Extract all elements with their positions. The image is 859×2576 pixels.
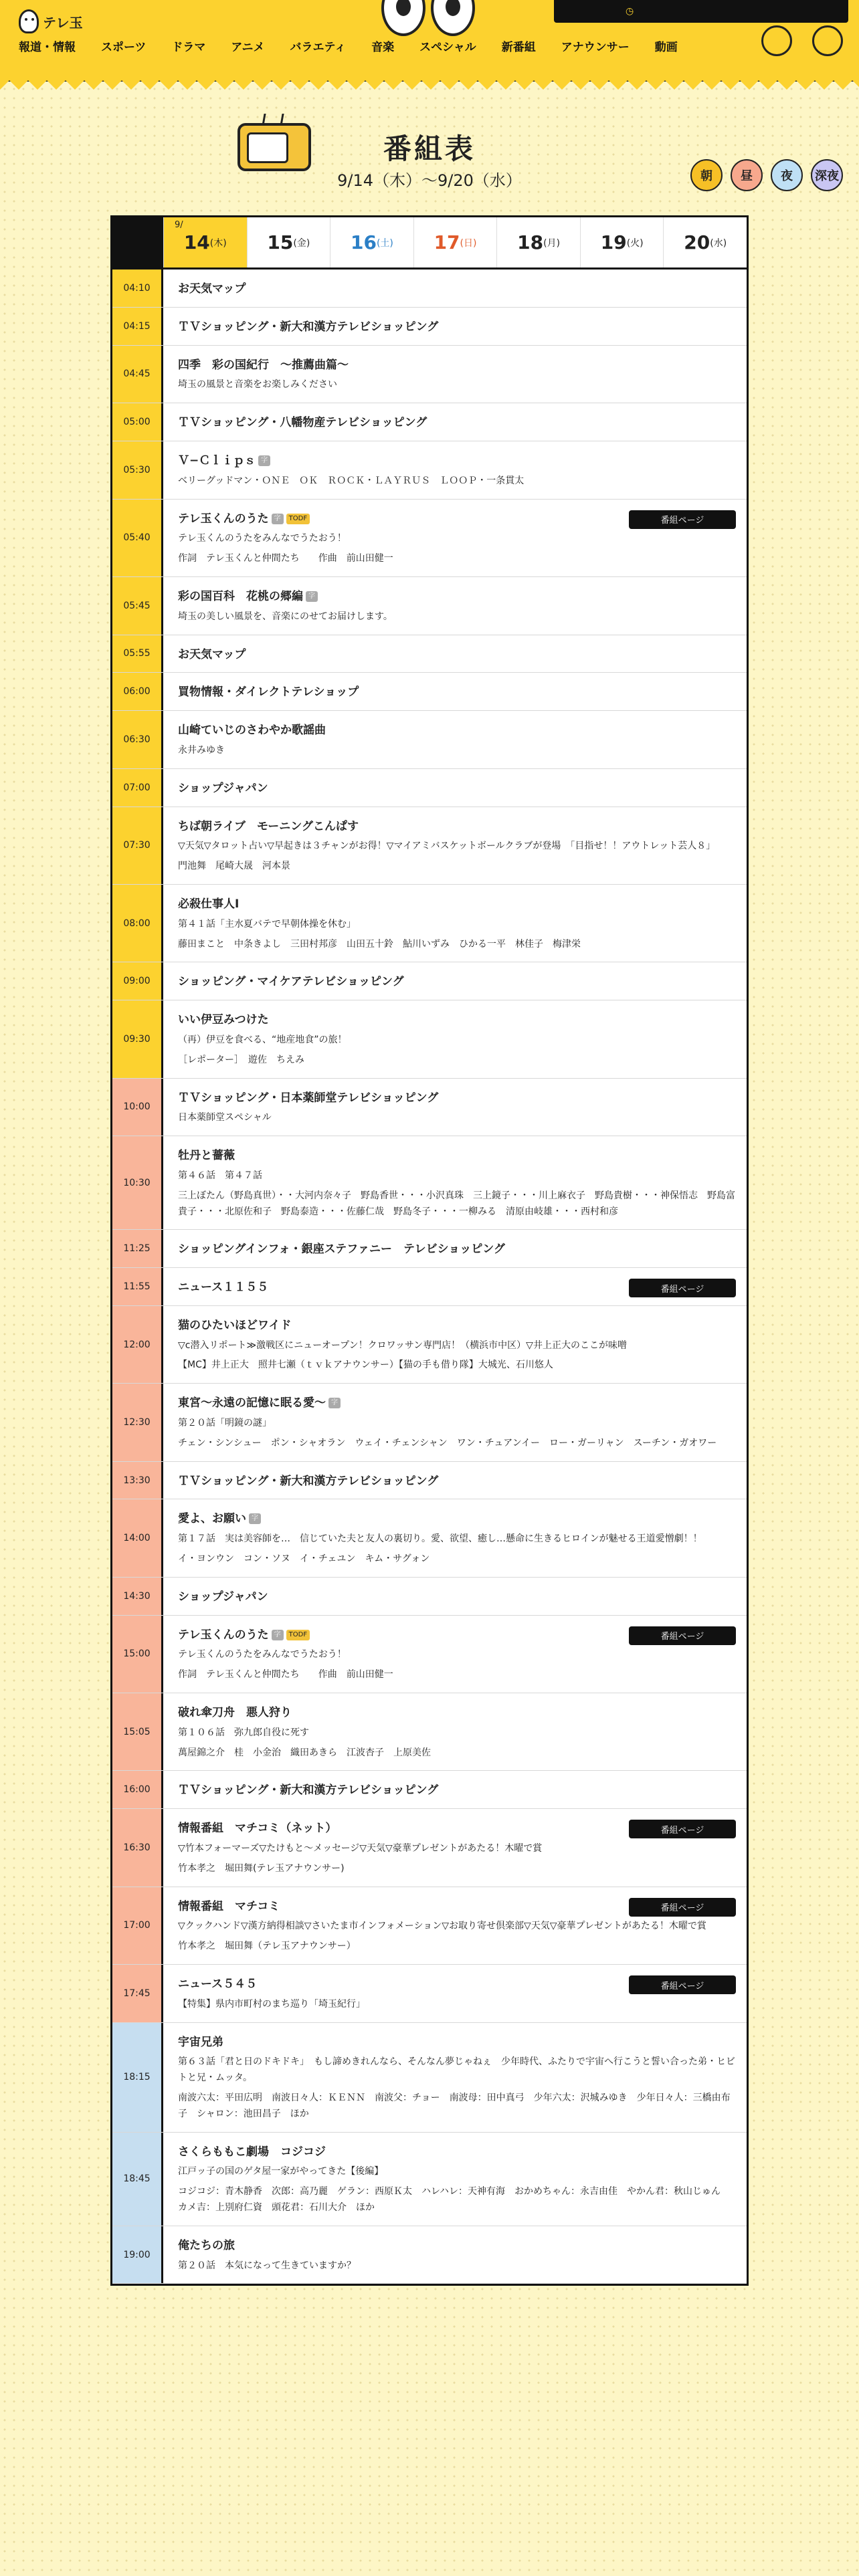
subtitle-badge: 字	[272, 1630, 284, 1640]
program-time: 11:25	[112, 1230, 163, 1267]
day-weekday: (月)	[543, 237, 561, 249]
nav-link[interactable]: 音楽	[371, 41, 395, 54]
nav-link[interactable]: アニメ	[231, 41, 265, 54]
program-page-button[interactable]: 番組ページ	[629, 510, 736, 529]
program-row	[112, 1306, 747, 1384]
program-time: 07:00	[112, 769, 163, 807]
program-description: 永井みゆき	[178, 744, 225, 756]
program-info[interactable]	[163, 1809, 747, 1886]
program-description: 作詞 テレ玉くんと仲間たち 作曲 前山田健一	[178, 553, 393, 564]
program-row	[112, 769, 747, 807]
program-title[interactable]: ショップジャパン	[178, 1590, 268, 1604]
program-time: 09:00	[112, 962, 163, 1000]
program-page-button[interactable]: 番組ページ	[629, 1975, 736, 1994]
nav-link[interactable]: バラエティ	[290, 41, 347, 54]
program-time: 19:00	[112, 2226, 163, 2284]
program-row	[112, 673, 747, 711]
day-month: 9/	[175, 220, 183, 230]
program-title[interactable]: ＴＶショッピング・日本薬師堂テレビショッピング	[178, 1091, 439, 1105]
program-title[interactable]: 彩の国百科 花桃の郷編 字	[178, 589, 736, 605]
program-time: 04:10	[112, 270, 163, 307]
mascot-shortcut-icon[interactable]	[761, 25, 792, 56]
header-shortcuts	[761, 25, 843, 56]
program-info[interactable]	[163, 1578, 747, 1615]
program-description: 作詞 テレ玉くんと仲間たち 作曲 前山田健一	[178, 1669, 393, 1681]
program-time: 14:30	[112, 1578, 163, 1615]
program-info[interactable]	[163, 1136, 747, 1229]
nav-link[interactable]: 動画	[654, 41, 678, 54]
program-description: 萬屋錦之介 桂 小金治 織田あきら 江波杏子 上原美佐	[178, 1747, 431, 1758]
nav-link[interactable]: 報道・情報	[19, 41, 76, 54]
page-title: 番組表	[383, 132, 476, 165]
title-area	[0, 80, 859, 201]
program-description: 第２０話「明鏡の謎」	[178, 1418, 272, 1429]
time-of-day-button[interactable]: 深夜	[811, 159, 843, 191]
program-info[interactable]	[163, 270, 747, 307]
program-info[interactable]	[163, 577, 747, 635]
tod-badge: TODF	[286, 1630, 310, 1640]
program-time: 10:30	[112, 1136, 163, 1229]
program-description: ▽天気▽タロット占い▽早起きは３チャンがお得！▽マイアミバスケットボールクラブが登場 「目指せ！！アウトレット芸人８」	[178, 841, 716, 852]
program-info[interactable]	[163, 1000, 747, 1077]
day-weekday: (金)	[293, 237, 310, 249]
program-info[interactable]	[163, 769, 747, 807]
program-description: 第４６話 第４７話	[178, 1170, 262, 1181]
program-row	[112, 807, 747, 885]
program-description: 第４１話「主水夏バテで早朝体操を休む」	[178, 918, 356, 930]
program-description: 【特集】県内市町村のまち巡り「埼玉紀行」	[178, 1998, 365, 2010]
program-info[interactable]	[163, 1499, 747, 1576]
program-title[interactable]: テレ玉くんのうた 字 TODF	[178, 512, 736, 528]
program-time: 18:45	[112, 2133, 163, 2226]
program-time: 04:45	[112, 346, 163, 403]
program-info[interactable]	[163, 673, 747, 710]
program-title[interactable]: ショップジャパン	[178, 781, 268, 795]
program-time: 13:30	[112, 1462, 163, 1499]
day-tab[interactable]	[247, 217, 330, 267]
program-info[interactable]	[163, 346, 747, 403]
program-time: 05:00	[112, 403, 163, 441]
day-tabs	[112, 217, 747, 270]
program-row	[112, 1384, 747, 1461]
program-row	[112, 962, 747, 1000]
program-row	[112, 346, 747, 404]
program-info[interactable]	[163, 1771, 747, 1808]
program-title[interactable]: 俺たちの旅	[178, 2238, 235, 2252]
day-number: 17	[434, 231, 460, 253]
day-tab[interactable]	[330, 217, 413, 267]
program-title[interactable]: ニュース１１５５	[178, 1281, 269, 1295]
site-logo[interactable]	[19, 9, 83, 33]
program-row	[112, 1616, 747, 1693]
program-list	[112, 270, 747, 2284]
day-weekday: (土)	[376, 237, 393, 249]
program-page-button[interactable]: 番組ページ	[629, 1820, 736, 1838]
program-description: 竹本孝之 堀田舞（テレ玉アナウンサー）	[178, 1941, 356, 1952]
program-title[interactable]: ちば朝ライブ モーニングこんぱす	[178, 819, 359, 833]
program-time: 18:15	[112, 2023, 163, 2132]
day-weekday: (水)	[710, 237, 727, 249]
mascot-shortcut-icon[interactable]	[812, 25, 843, 56]
subtitle-badge: 字	[249, 1513, 261, 1524]
program-row	[112, 2226, 747, 2284]
program-title[interactable]: ＴＶショッピング・新大和漢方テレビショッピング	[178, 1474, 439, 1488]
logo-mascot-icon	[19, 9, 39, 33]
program-info[interactable]	[163, 403, 747, 441]
tod-badge: TODF	[286, 514, 310, 524]
program-row	[112, 577, 747, 635]
corner-cell	[112, 217, 163, 267]
program-title[interactable]: ＴＶショッピング・新大和漢方テレビショッピング	[178, 1784, 439, 1798]
program-time: 04:15	[112, 308, 163, 345]
day-number: 18	[517, 231, 544, 253]
time-of-day-button[interactable]: 昼	[731, 159, 763, 191]
program-info[interactable]	[163, 2133, 747, 2226]
program-row	[112, 1578, 747, 1616]
program-title[interactable]: 破れ傘刀舟 悪人狩り	[178, 1706, 292, 1720]
program-info[interactable]	[163, 1384, 747, 1461]
program-title[interactable]: いい伊豆みつけた	[178, 1013, 269, 1027]
program-info[interactable]	[163, 1079, 747, 1136]
program-row	[112, 711, 747, 769]
program-description: チェン・シンシュー ポン・シャオラン ウェイ・チェンシャン ワン・チュアンイー ロー・ガーリャン スーチン・ガオワー	[178, 1437, 717, 1448]
program-row	[112, 1771, 747, 1809]
day-tab[interactable]	[163, 217, 247, 267]
logo-text: テレ玉	[43, 14, 83, 31]
program-description: 竹本孝之 堀田舞(テレ玉アナウンサー)	[178, 1862, 345, 1874]
program-info[interactable]	[163, 1693, 747, 1770]
time-of-day-filter	[690, 159, 843, 191]
program-row	[112, 403, 747, 441]
date-range: 9/14（木）〜9/20（水）	[337, 171, 522, 190]
program-title[interactable]: ショッピング・マイケアテレビショッピング	[178, 975, 404, 989]
program-title[interactable]: お天気マップ	[178, 647, 246, 661]
program-info[interactable]	[163, 308, 747, 345]
program-row	[112, 441, 747, 500]
program-title[interactable]: 愛よ、お願い 字	[178, 1511, 736, 1527]
program-row	[112, 1462, 747, 1500]
program-info[interactable]	[163, 1616, 747, 1693]
program-title[interactable]: 情報番組 マチコミ（ネット）	[178, 1822, 337, 1836]
program-row	[112, 1809, 747, 1887]
program-time: 07:30	[112, 807, 163, 884]
program-time: 11:55	[112, 1268, 163, 1305]
program-time: 08:00	[112, 885, 163, 962]
program-description: 第６３話「君と日のドキドキ」 もし諦めきれんなら、そんなん夢じゃねぇ 少年時代、ふたりで宇宙へ行こうと誓い合った弟・ヒビトと兄・ムッタ。	[178, 2056, 735, 2084]
program-row	[112, 1965, 747, 2023]
program-time: 14:00	[112, 1499, 163, 1576]
program-description: 江戸ッ子の国のゲタ屋一家がやってきた【後編】	[178, 2166, 384, 2177]
program-row	[112, 635, 747, 673]
program-description: ベリーグッドマン・ＯＮＥ ＯＫ ＲＯＣＫ・ＬＡＹＲＵＳ ＬＯＯＰ・一条貫太	[178, 475, 524, 486]
program-time: 05:40	[112, 500, 163, 576]
program-time: 06:00	[112, 673, 163, 710]
program-info[interactable]	[163, 1887, 747, 1964]
program-row	[112, 1887, 747, 1965]
program-time: 15:05	[112, 1693, 163, 1770]
program-time: 09:30	[112, 1000, 163, 1077]
nav-link[interactable]: スポーツ	[101, 41, 147, 54]
program-row	[112, 1230, 747, 1268]
program-schedule	[110, 215, 749, 2286]
program-title[interactable]: お天気マップ	[178, 282, 246, 296]
program-title[interactable]: 情報番組 マチコミ	[178, 1899, 280, 1913]
program-description: テレ玉くんのうたをみんなでうたおう！	[178, 533, 347, 544]
program-info[interactable]	[163, 1462, 747, 1499]
program-description: 埼玉の風景と音楽をお楽しみください	[178, 379, 337, 391]
program-description: イ・ヨンウン コン・ソヌ イ・チェユン キム・サグォン	[178, 1553, 430, 1565]
program-title[interactable]: テレ玉くんのうた 字 TODF	[178, 1628, 736, 1644]
program-title[interactable]: 猫のひたいほどワイド	[178, 1318, 292, 1332]
program-title[interactable]: さくらももこ劇場 コジコジ	[178, 2145, 326, 2159]
program-row	[112, 500, 747, 577]
program-title[interactable]: 四季 彩の国紀行 〜推薦曲篇〜	[178, 358, 349, 372]
day-weekday: (木)	[209, 237, 227, 249]
program-time: 16:30	[112, 1809, 163, 1886]
program-description: 門池舞 尾崎大晟 河本景	[178, 861, 290, 872]
program-row	[112, 2023, 747, 2133]
program-time: 05:55	[112, 635, 163, 673]
program-time: 15:00	[112, 1616, 163, 1693]
site-header	[0, 0, 859, 80]
program-row	[112, 1693, 747, 1771]
program-time: 16:00	[112, 1771, 163, 1808]
subtitle-badge: 字	[258, 455, 270, 466]
program-info[interactable]	[163, 711, 747, 768]
program-title[interactable]: ＴＶショッピング・八幡物産テレビショッピング	[178, 416, 427, 430]
program-info[interactable]	[163, 441, 747, 499]
program-info[interactable]	[163, 2023, 747, 2132]
program-time: 05:30	[112, 441, 163, 499]
program-time: 17:00	[112, 1887, 163, 1964]
day-number: 20	[684, 231, 710, 253]
program-description: ▽クックハンド▽漢方納得相談▽さいたま市インフォメーション▽お取り寄せ倶楽部▽天気▽豪華プレゼントがあたる！木曜で賞	[178, 1921, 706, 1932]
program-description: ▽c潜入リポート≫激戦区にニューオープン！クロワッサン専門店！（横浜市中区）▽井上正大のここが味噌	[178, 1339, 627, 1351]
nav-link[interactable]: スペシャル	[419, 41, 476, 54]
day-number: 15	[267, 231, 294, 253]
eye-icon	[381, 0, 425, 36]
program-page-button[interactable]: 番組ページ	[629, 1626, 736, 1645]
program-title[interactable]: 買物情報・ダイレクトテレショップ	[178, 685, 359, 700]
clock-icon[interactable]: ◷	[625, 6, 634, 17]
eye-icon	[431, 0, 475, 36]
day-weekday: (火)	[626, 237, 644, 249]
nav-link[interactable]: 新番組	[501, 41, 536, 54]
nav-link[interactable]: ドラマ	[171, 41, 206, 54]
program-row	[112, 2133, 747, 2226]
program-info[interactable]	[163, 1230, 747, 1267]
day-tab[interactable]	[413, 217, 497, 267]
program-time: 06:30	[112, 711, 163, 768]
program-description: ［レポーター］ 遊佐 ちえみ	[178, 1054, 304, 1065]
program-time: 10:00	[112, 1079, 163, 1136]
program-description: （再）伊豆を食べる、“地産地食”の旅！	[178, 1034, 347, 1045]
program-description: 日本薬師堂スペシャル	[178, 1112, 272, 1123]
subtitle-badge: 字	[306, 591, 318, 602]
subtitle-badge: 字	[272, 514, 284, 524]
program-description: ▽竹本フォーマーズ▽たけもと〜メッセージ▽天気▽豪華プレゼントがあたる！木曜で賞	[178, 1843, 543, 1854]
program-title[interactable]: 東宮〜永遠の記憶に眠る愛〜 字	[178, 1396, 736, 1412]
program-description: テレ玉くんのうたをみんなでうたおう！	[178, 1649, 347, 1660]
utility-bar	[554, 0, 848, 23]
day-weekday: (日)	[460, 237, 477, 249]
program-time: 05:45	[112, 577, 163, 635]
program-description: 第１７話 実は美容師を… 信じていた夫と友人の裏切り。愛、欲望、癒し…懸命に生きるヒロインが魅せる王道愛憎劇！！	[178, 1533, 702, 1545]
program-title[interactable]: 牡丹と薔薇	[178, 1149, 235, 1163]
program-description: 三上ぼたん（野島真世）・・大河内奈々子 野島香世・・・小沢真珠 三上鏡子・・・川上麻衣子 野島貴樹・・・神保悟志 野島富貴子・・・北原佐和子 野島泰造・・・佐藤仁哉 野島冬子・・・一柳みる 清原由岐雄・・・西村和彦	[178, 1190, 735, 1217]
program-info[interactable]	[163, 1268, 747, 1305]
day-tab[interactable]	[663, 217, 747, 267]
program-time: 12:30	[112, 1384, 163, 1461]
main-nav	[19, 37, 678, 54]
mascot-eyes	[381, 0, 475, 36]
day-number: 14	[183, 231, 210, 253]
nav-link[interactable]: アナウンサー	[561, 41, 630, 54]
day-number: 16	[350, 231, 377, 253]
program-row	[112, 1000, 747, 1078]
program-row	[112, 1136, 747, 1230]
program-title[interactable]: ショッピングインフォ・銀座ステファニー テレビショッピング	[178, 1243, 505, 1257]
day-tab[interactable]	[580, 217, 664, 267]
program-description: 藤田まこと 中条きよし 三田村邦彦 山田五十鈴 鮎川いずみ ひかる一平 林佳子 梅津栄	[178, 938, 581, 950]
day-tab[interactable]	[496, 217, 580, 267]
program-title[interactable]: 宇宙兄弟	[178, 2035, 223, 2049]
day-number: 19	[600, 231, 627, 253]
program-row	[112, 885, 747, 962]
program-info[interactable]	[163, 2226, 747, 2284]
program-info[interactable]	[163, 807, 747, 884]
program-description: 【MC】井上正大 照井七瀬（ｔｖｋアナウンサー）【猫の手も借り隊】大城光、石川悠人	[178, 1360, 553, 1371]
program-time: 17:45	[112, 1965, 163, 2022]
time-of-day-button[interactable]: 夜	[771, 159, 803, 191]
program-title[interactable]: 山崎ていじのさわやか歌謡曲	[178, 724, 326, 738]
program-row	[112, 1499, 747, 1577]
program-row	[112, 1268, 747, 1306]
program-description: 第２０話 本気になって生きていますか？	[178, 2260, 356, 2271]
program-row	[112, 308, 747, 346]
program-page-button[interactable]: 番組ページ	[629, 1279, 736, 1297]
program-description: 南波六太：平田広明 南波日々人：ＫＥＮＮ 南波父：チョー 南波母：田中真弓 少年六太：沢城みゆき 少年日々人：三橋由布子 シャロン：池田昌子 ほか	[178, 2092, 731, 2119]
program-info[interactable]	[163, 1306, 747, 1383]
program-time: 12:00	[112, 1306, 163, 1383]
program-info[interactable]	[163, 1965, 747, 2022]
program-row	[112, 270, 747, 308]
program-row	[112, 1079, 747, 1137]
program-description: 埼玉の美しい風景を、音楽にのせてお届けします。	[178, 611, 393, 622]
subtitle-badge: 字	[328, 1398, 341, 1408]
program-title[interactable]: Ｖ−Ｃｌｉｐｓ 字	[178, 453, 736, 469]
program-title[interactable]: 必殺仕事人Ⅰ	[178, 897, 240, 911]
program-info[interactable]	[163, 885, 747, 962]
program-title[interactable]: ＴＶショッピング・新大和漢方テレビショッピング	[178, 320, 439, 334]
program-info[interactable]	[163, 635, 747, 673]
program-info[interactable]	[163, 962, 747, 1000]
program-title[interactable]: ニュース５４５	[178, 1977, 258, 1992]
program-page-button[interactable]: 番組ページ	[629, 1898, 736, 1917]
program-description: 第１０６話 弥九郎自役に死す	[178, 1727, 309, 1738]
time-of-day-button[interactable]: 朝	[690, 159, 723, 191]
program-info[interactable]	[163, 500, 747, 576]
program-description: コジコジ：青木静香 次郎：高乃麗 ゲラン：西原Ｋ太 ハレハレ：天神有海 おかめちゃん：永吉由佳 やかん君：秋山じゅん カメ吉：上別府仁資 頭花君：石川大介 ほか	[178, 2186, 731, 2213]
